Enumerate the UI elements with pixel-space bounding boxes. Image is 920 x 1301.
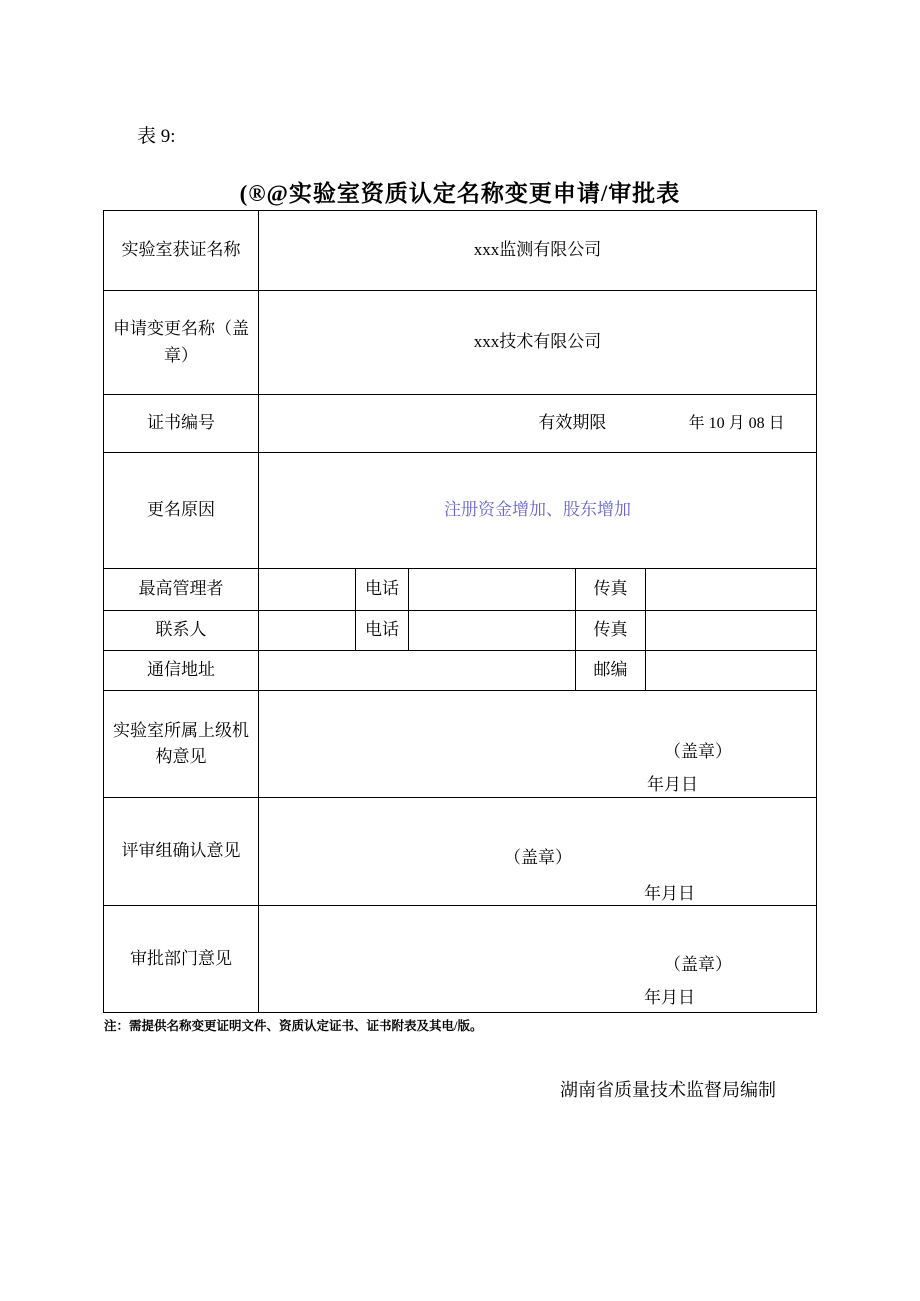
contact-fax-label: 传真 — [576, 611, 646, 651]
address-label: 通信地址 — [104, 651, 259, 691]
approval-date-placeholder: 年月日 — [644, 988, 695, 1007]
row-lab-name — [104, 211, 817, 291]
approval-opinion-label: 审批部门意见 — [104, 906, 259, 1013]
lab-name-label: 实验室获证名称 — [104, 211, 259, 291]
reason-value: 注册资金增加、股东增加 — [259, 453, 817, 569]
review-date-placeholder: 年月日 — [644, 884, 695, 903]
top-manager-fax-label: 传真 — [576, 569, 646, 611]
zip-label: 邮编 — [576, 651, 646, 691]
contact-fax-cell — [646, 611, 817, 651]
cert-no-value-cell — [259, 395, 817, 453]
approval-seal-placeholder: （盖章） — [664, 955, 732, 974]
new-name-label: 申请变更名称（盖章） — [104, 291, 259, 395]
issuer-line: 湖南省质量技术监督局编制 — [560, 1080, 776, 1100]
top-manager-name-cell — [259, 569, 356, 611]
superior-opinion-cell — [259, 691, 817, 798]
top-manager-label: 最高管理者 — [104, 569, 259, 611]
contact-name-cell — [259, 611, 356, 651]
row-new-name — [104, 291, 817, 395]
review-opinion-label: 评审组确认意见 — [104, 798, 259, 906]
footnote: 注：需提供名称变更证明文件、资质认定证书、证书附表及其电/版。 — [104, 1019, 483, 1033]
contact-label: 联系人 — [104, 611, 259, 651]
review-opinion-cell — [259, 798, 817, 906]
review-seal-placeholder: （盖章） — [504, 848, 572, 867]
row-contact — [104, 611, 817, 651]
row-reason — [104, 453, 817, 569]
new-name-value: xxx技术有限公司 — [259, 291, 817, 395]
approval-opinion-cell — [259, 906, 817, 1013]
row-review-opinion — [104, 798, 817, 906]
validity-value: 年 10 月 08 日 — [688, 415, 785, 433]
reason-label: 更名原因 — [104, 453, 259, 569]
row-top-manager — [104, 569, 817, 611]
lab-name-value: xxx监测有限公司 — [259, 211, 817, 291]
application-form-table — [103, 210, 817, 1013]
contact-phone-cell — [409, 611, 576, 651]
form-title: (®@实验室资质认定名称变更申请/审批表 — [239, 181, 681, 206]
row-superior-opinion — [104, 691, 817, 798]
superior-opinion-label: 实验室所属上级机构意见 — [104, 691, 259, 798]
zip-value-cell — [646, 651, 817, 691]
superior-date-placeholder: 年月日 — [647, 775, 698, 794]
top-manager-fax-cell — [646, 569, 817, 611]
superior-seal-placeholder: （盖章） — [664, 742, 732, 761]
row-cert-no — [104, 395, 817, 453]
row-address — [104, 651, 817, 691]
contact-phone-label: 电话 — [356, 611, 409, 651]
validity-label: 有效期限 — [538, 413, 607, 433]
cert-no-label: 证书编号 — [104, 395, 259, 453]
address-value-cell — [259, 651, 576, 691]
top-manager-phone-label: 电话 — [356, 569, 409, 611]
top-manager-phone-cell — [409, 569, 576, 611]
row-approval-opinion — [104, 906, 817, 1013]
table-number-label: 表 9: — [137, 126, 176, 147]
